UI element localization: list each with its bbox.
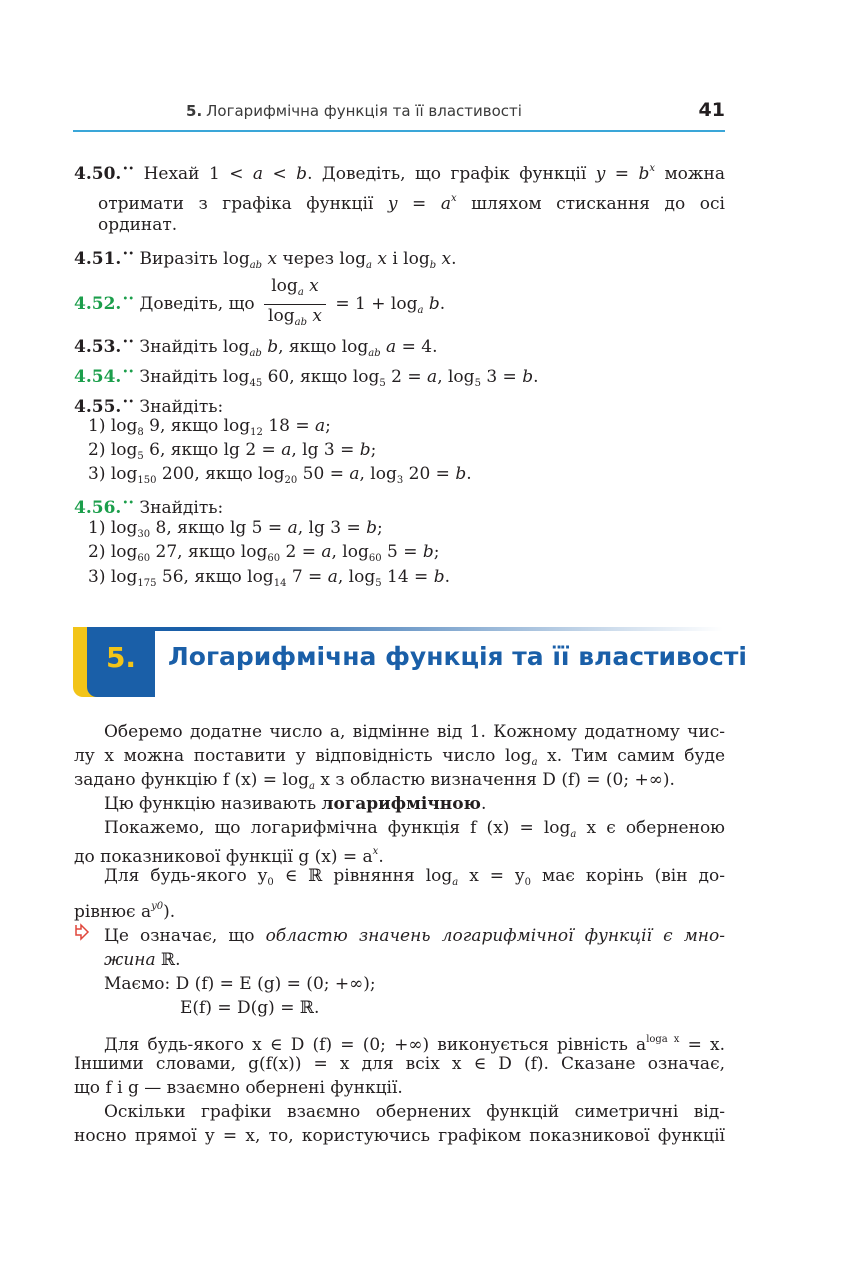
exponent: x: [450, 193, 457, 204]
text: , якщо log: [278, 337, 369, 357]
var: a: [327, 567, 338, 587]
subscript: 60: [137, 553, 151, 564]
subscript: ab: [249, 348, 262, 359]
text: Для будь-якого y: [104, 866, 268, 886]
text: ;: [370, 440, 377, 460]
text: .: [451, 249, 457, 269]
var: b: [296, 164, 308, 184]
var: b: [366, 518, 377, 538]
var: b: [522, 367, 534, 387]
exercise-4-56-item-3: [88, 565, 725, 596]
exercise-number: 4.53.: [74, 337, 122, 357]
text: 1) log: [88, 518, 138, 538]
var: x: [306, 306, 322, 326]
pencil-icon: [74, 923, 92, 945]
log: log: [271, 276, 298, 296]
banner-gradient-rule: [73, 627, 723, 631]
difficulty-dots: ••: [122, 249, 135, 260]
subscript: 5: [137, 451, 144, 462]
text: = 1 + log: [335, 294, 418, 314]
var: x: [436, 249, 452, 269]
subscript: 20: [284, 475, 298, 486]
text: .: [444, 567, 450, 587]
difficulty-dots: ••: [122, 367, 135, 378]
text: має корінь (він до-: [531, 866, 725, 886]
text: =: [397, 194, 441, 214]
text: Покажемо, що логарифмічна функція f (x) = log: [104, 818, 571, 838]
text: лу x можна поставити у відповідність число log: [74, 746, 532, 766]
running-header-title: [73, 102, 635, 120]
text: x є оберненою: [576, 818, 725, 838]
subscript: a: [417, 305, 424, 316]
text: , log: [331, 542, 369, 562]
difficulty-dots: ••: [122, 397, 135, 408]
subscript: 5: [379, 378, 386, 389]
var: a: [252, 164, 264, 184]
text: ).: [163, 902, 176, 922]
text: 50 =: [297, 464, 350, 484]
var: x: [262, 249, 278, 269]
var: b: [638, 164, 650, 184]
body-p6-line1: Маємо: D (f) = E (g) = (0; +∞);: [104, 974, 376, 994]
text: ;: [433, 542, 440, 562]
body-p8-line2: носно прямої y = x, то, користуючись графіком показникової функції: [74, 1126, 725, 1146]
var: a: [281, 440, 292, 460]
text: x з областю визначення D (f) = (0; +∞).: [314, 770, 675, 790]
text: можна: [655, 164, 726, 184]
text: Цю функцію називають: [104, 794, 322, 814]
fraction-denominator: [264, 305, 326, 334]
text: = 4.: [396, 337, 438, 357]
exercise-number: 4.52.: [74, 294, 122, 314]
var: b: [423, 294, 440, 314]
text: .: [480, 794, 487, 814]
text: рівнює a: [74, 902, 152, 922]
body-p7-line3: що f і g — взаємно обернені функції.: [74, 1078, 403, 1098]
text: 7 =: [286, 567, 328, 587]
exercise-number: 4.55.: [74, 397, 122, 417]
subscript: 0: [524, 877, 531, 888]
subscript: b: [429, 260, 437, 271]
text: 14 =: [381, 567, 434, 587]
text: =: [605, 164, 639, 184]
text: 56, якщо log: [156, 567, 274, 587]
exponent: x: [372, 846, 379, 857]
subscript: 14: [273, 578, 287, 589]
subscript: a: [297, 287, 304, 298]
difficulty-dots: ••: [122, 164, 135, 175]
text: 6, якщо lg 2 =: [143, 440, 282, 460]
text: 2 =: [280, 542, 322, 562]
text: x. Тим самим буде: [537, 746, 726, 766]
subscript: 0: [267, 877, 274, 888]
text: 200, якщо log: [156, 464, 285, 484]
text: , lg 3 =: [291, 440, 360, 460]
text: , log: [437, 367, 475, 387]
var: b: [359, 440, 371, 460]
text: 8, якщо lg 5 =: [150, 518, 288, 538]
text: і log: [386, 249, 430, 269]
var: a: [427, 367, 438, 387]
var: b: [422, 542, 434, 562]
fraction-numerator: [264, 275, 326, 305]
text: через log: [277, 249, 366, 269]
text: Це означає, що: [104, 926, 266, 946]
text: 2) log: [88, 542, 138, 562]
body-p1-line1: Оберемо додатне число a, відмінне від 1. Кожному додатному чис-: [104, 722, 725, 742]
var: b: [455, 464, 467, 484]
text: 5 =: [381, 542, 423, 562]
var: a: [321, 542, 332, 562]
log: log: [268, 306, 295, 326]
exercise-number: 4.56.: [74, 498, 122, 518]
text: <: [263, 164, 297, 184]
body-p7-line2: Іншими словами, g(f(x)) = x для всіх x ∈ D (f). Сказане означає,: [74, 1054, 725, 1074]
subscript: a: [308, 781, 315, 792]
body-p4-line2: [74, 895, 725, 924]
section-title: Логарифмічна функція та її властивості: [168, 642, 747, 671]
text: 3 =: [480, 367, 523, 387]
text: 2 =: [385, 367, 428, 387]
text: отримати з графіка функції: [98, 194, 388, 214]
text: до показникової функції g (x) = a: [74, 847, 373, 867]
text: 3) log: [88, 464, 138, 484]
var: x: [371, 249, 387, 269]
text: ;: [325, 416, 331, 436]
subscript: 150: [137, 475, 157, 486]
chapter-number: 5.: [186, 102, 203, 120]
var: y: [595, 164, 606, 184]
text: Для будь-якого x ∈ D (f) = (0; +∞) виконується рівність a: [104, 1035, 647, 1055]
exercise-number: 4.51.: [74, 249, 122, 269]
text: = x.: [679, 1035, 725, 1055]
var: b: [433, 567, 445, 587]
exponent: loga x: [646, 1034, 680, 1045]
body-p5-line1: [104, 924, 725, 948]
text: Знайдіть log: [139, 337, 250, 357]
subscript: ab: [368, 348, 381, 359]
text: , lg 3 =: [297, 518, 367, 538]
exercise-4-51: [74, 243, 725, 278]
var: a: [314, 416, 326, 436]
body-p8-line1: Оскільки графіки взаємно обернених функцій симетричні від-: [104, 1102, 725, 1122]
var: a: [380, 337, 397, 357]
subscript: a: [452, 877, 459, 888]
text: , log: [359, 464, 397, 484]
text: 18 =: [262, 416, 315, 436]
subscript: 12: [250, 427, 263, 438]
chapter-title: Логарифмічна функція та її властивості: [206, 102, 522, 120]
section-number: 5.: [105, 641, 137, 674]
exercise-4-52: [74, 275, 725, 334]
text: .: [466, 464, 472, 484]
text: , log: [337, 567, 376, 587]
subscript: a: [365, 260, 372, 271]
var: b: [261, 337, 279, 357]
difficulty-dots: ••: [122, 294, 135, 305]
text: задано функцію f (x) = log: [74, 770, 309, 790]
text: ;: [377, 518, 383, 538]
text: 60, якщо log: [262, 367, 380, 387]
running-header: [73, 96, 725, 132]
text: . Доведіть, що графік функції: [307, 164, 596, 184]
text: 2) log: [88, 440, 138, 460]
term-bold: логарифмічною: [321, 794, 481, 814]
subscript: 5: [474, 378, 481, 389]
var: a: [349, 464, 360, 484]
exercise-number: 4.54.: [74, 367, 122, 387]
subscript: a: [531, 757, 538, 768]
var: a: [440, 194, 451, 214]
text: шляхом стискання до осі: [456, 194, 725, 214]
text: 1) log: [88, 416, 138, 436]
page-number: 41: [698, 99, 725, 121]
text: Знайдіть:: [139, 397, 224, 417]
subscript: 5: [375, 578, 382, 589]
var: x: [303, 276, 319, 296]
italic-text: жина: [104, 950, 156, 970]
subscript: 8: [137, 427, 144, 438]
exponent: x: [649, 163, 655, 174]
text: Знайдіть:: [139, 498, 224, 518]
difficulty-dots: ••: [122, 337, 135, 348]
exercise-4-50-line3: ординат.: [98, 215, 178, 235]
body-p5-line2: [104, 948, 725, 972]
subscript: ab: [294, 317, 307, 328]
exercise-number: 4.50.: [74, 164, 122, 184]
text: Знайдіть log: [139, 367, 250, 387]
subscript: 60: [267, 553, 281, 564]
subscript: 175: [137, 578, 157, 589]
text: 3) log: [88, 567, 138, 587]
body-p4-line1: [104, 864, 725, 895]
text: ∈ ℝ рівняння log: [273, 866, 453, 886]
subscript: 30: [137, 529, 151, 540]
text: x = y: [458, 866, 525, 886]
text: 20 =: [403, 464, 456, 484]
difficulty-dots: ••: [122, 498, 135, 509]
text: Нехай 1 <: [143, 164, 253, 184]
exercise-4-55-item-3: [88, 462, 725, 493]
text: .: [533, 367, 539, 387]
var: y: [387, 194, 398, 214]
italic-text: областю значень логарифмічної функції є мно-: [265, 926, 725, 946]
body-p2: [104, 792, 725, 816]
fraction: [264, 275, 326, 334]
text: Доведіть, що: [139, 294, 255, 314]
body-p6-line2: E(f) = D(g) = ℝ.: [180, 998, 320, 1018]
text: .: [378, 847, 384, 867]
subscript: 45: [249, 378, 263, 389]
exercise-4-50-line2: [98, 187, 725, 216]
subscript: ab: [249, 260, 263, 271]
text: 27, якщо log: [150, 542, 268, 562]
subscript: 3: [396, 475, 404, 486]
exercise-4-50-line1: [74, 157, 725, 186]
subscript: 60: [368, 553, 382, 564]
exponent: y0: [151, 901, 164, 912]
section-banner: [73, 627, 747, 697]
text: ℝ.: [155, 950, 181, 970]
var: a: [287, 518, 298, 538]
text: .: [439, 294, 446, 314]
text: Виразіть log: [139, 249, 250, 269]
text: 9, якщо log: [143, 416, 251, 436]
subscript: a: [570, 829, 577, 840]
